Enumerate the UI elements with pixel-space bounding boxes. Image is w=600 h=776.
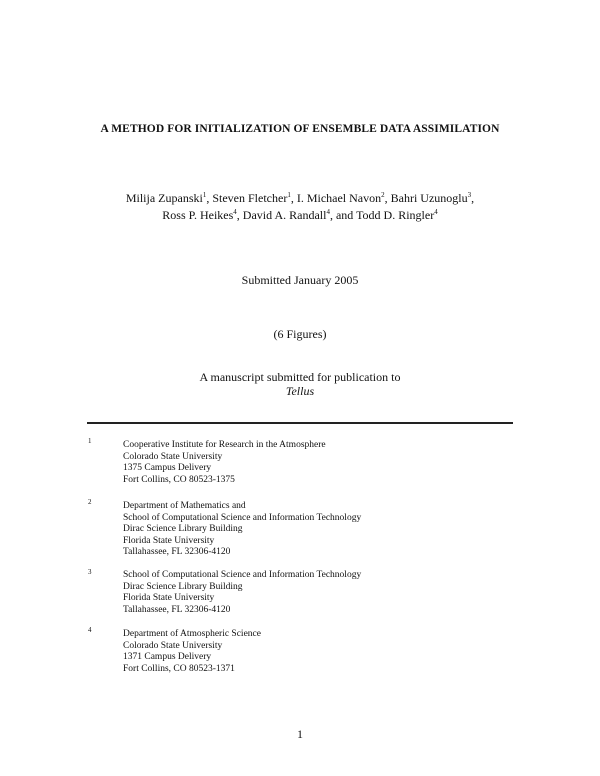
affiliation-number: 3 bbox=[88, 568, 92, 576]
affiliation-line: 1375 Campus Delivery bbox=[123, 463, 212, 474]
affiliation-block bbox=[123, 501, 361, 559]
affiliation-line: Dirac Science Library Building bbox=[123, 581, 243, 592]
affiliation-number: 1 bbox=[88, 437, 92, 445]
manuscript-note: A manuscript submitted for publication to bbox=[199, 370, 401, 384]
author-separator: , bbox=[471, 191, 475, 205]
author-conjunction: and bbox=[335, 208, 354, 222]
author-affiliation-mark: 1 bbox=[202, 191, 207, 199]
author-separator: , bbox=[206, 191, 210, 205]
author-name: I. Michael Navon bbox=[296, 191, 382, 205]
affiliation-block bbox=[123, 440, 326, 486]
author-affiliation-mark: 4 bbox=[434, 208, 438, 216]
author-separator: , bbox=[236, 208, 240, 222]
affiliation-number: 4 bbox=[88, 626, 92, 634]
submission-date: Submitted January 2005 bbox=[241, 273, 359, 287]
author-separator: , bbox=[384, 191, 388, 205]
author-name: Bahri Uzunoglu bbox=[390, 191, 468, 205]
author-list bbox=[0, 190, 600, 224]
author-name: Todd D. Ringler bbox=[356, 208, 435, 222]
affiliation-line: Dirac Science Library Building bbox=[123, 524, 243, 535]
page-number: 1 bbox=[297, 727, 303, 741]
paper-title: A METHOD FOR INITIALIZATION OF ENSEMBLE DATA ASSIMILATION bbox=[100, 123, 500, 135]
affiliation-block bbox=[123, 570, 361, 616]
affiliation-line: Tallahassee, FL 32306-4120 bbox=[123, 547, 231, 558]
author-line-1 bbox=[0, 190, 600, 207]
affiliation-line: Cooperative Institute for Research in the Atmosphere bbox=[123, 440, 326, 450]
affiliation-line: Fort Collins, CO 80523-1375 bbox=[123, 474, 235, 485]
affiliation-line: 1371 Campus Delivery bbox=[123, 652, 212, 663]
affiliation-number: 2 bbox=[88, 498, 92, 506]
divider-rule bbox=[87, 422, 513, 424]
affiliation-line: Florida State University bbox=[123, 535, 215, 546]
author-affiliation-mark: 1 bbox=[287, 191, 291, 199]
affiliation-line: Tallahassee, FL 32306-4120 bbox=[123, 604, 231, 615]
author-separator: , bbox=[329, 208, 333, 222]
author-name: David A. Randall bbox=[242, 208, 327, 222]
affiliation-line: Department of Atmospheric Science bbox=[123, 629, 261, 639]
affiliation-line: Florida State University bbox=[123, 593, 215, 604]
author-affiliation-mark: 4 bbox=[233, 208, 237, 216]
affiliation-line: Fort Collins, CO 80523-1371 bbox=[123, 663, 235, 674]
affiliation-line: Department of Mathematics and bbox=[123, 501, 246, 511]
affiliation-block bbox=[123, 629, 261, 675]
affiliation-line: Colorado State University bbox=[123, 640, 223, 651]
author-line-2 bbox=[0, 207, 600, 224]
author-name: Milija Zupanski bbox=[125, 191, 203, 205]
journal-name: Tellus bbox=[285, 384, 315, 398]
figure-count: (6 Figures) bbox=[273, 327, 327, 341]
author-affiliation-mark: 3 bbox=[467, 191, 472, 199]
author-name: Steven Fletcher bbox=[212, 191, 288, 205]
author-name: Ross P. Heikes bbox=[162, 208, 234, 222]
author-affiliation-mark: 2 bbox=[381, 191, 385, 199]
affiliation-line: Colorado State University bbox=[123, 451, 223, 462]
author-separator: , bbox=[290, 191, 294, 205]
affiliation-line: School of Computational Science and Information Technology bbox=[123, 570, 362, 580]
author-affiliation-mark: 4 bbox=[326, 208, 330, 216]
affiliation-line: School of Computational Science and Information Technology bbox=[123, 512, 362, 523]
